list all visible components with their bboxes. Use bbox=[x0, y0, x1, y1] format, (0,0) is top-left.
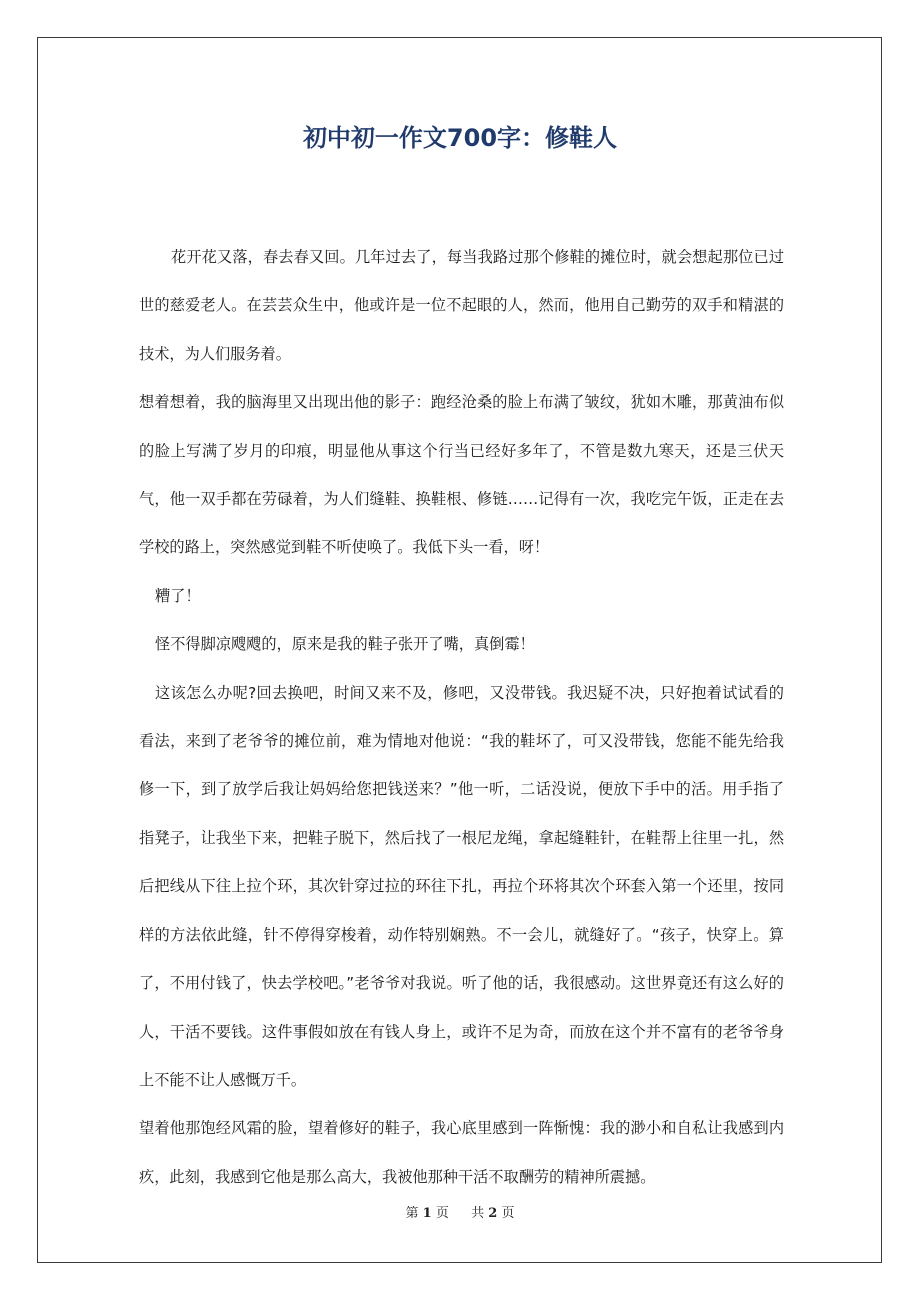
page-total-count: 2 bbox=[488, 1206, 498, 1221]
paragraph-1: 花开花又落，春去春又回。几年过去了，每当我路过那个修鞋的摊位时，就会想起那位已过世的慈爱老人。在芸芸众生中，他或许是一位不起眼的人，然而，他用自己勤劳的双手和精湛的技术，为人们服务着。 bbox=[139, 248, 784, 363]
page-total-prefix: 共 bbox=[471, 1206, 485, 1221]
paragraph-4: 怪不得脚凉飕飕的，原来是我的鞋子张开了嘴，真倒霉！ bbox=[155, 635, 535, 654]
document-body bbox=[139, 233, 784, 1201]
page-number-prefix: 第 bbox=[405, 1206, 419, 1221]
paragraph-6: 望着他那饱经风霜的脸，望着修好的鞋子，我心底里感到一阵惭愧：我的渺小和自私让我感到内疚，此刻，我感到它他是那么高大，我被他那种干活不取酬劳的精神所震撼。 bbox=[139, 1119, 784, 1186]
document-title: 初中初一作文700字：修鞋人 bbox=[302, 124, 618, 152]
page-total-suffix: 页 bbox=[501, 1206, 515, 1221]
page-number-suffix: 页 bbox=[435, 1206, 449, 1221]
page-number-current: 1 bbox=[422, 1206, 432, 1221]
paragraph-3: 糟了！ bbox=[155, 586, 201, 605]
paragraph-2: 想着想着，我的脑海里又出现出他的影子：跑经沧桑的脸上布满了皱纹，犹如木雕，那黄油布似的脸上写满了岁月的印痕，明显他从事这个行当已经好多年了，不管是数九寒天，还是三伏天气，他一双手都在劳碌着，为人们缝鞋、换鞋根、修链……记得有一次，我吃完午饭，正走在去学校的路上，突然感觉到鞋不听使唤了。我低下头一看，呀！ bbox=[139, 393, 784, 557]
paragraph-5: 这该怎么办呢?回去换吧，时间又来不及，修吧，又没带钱。我迟疑不决，只好抱着试试看的看法，来到了老爷爷的摊位前，难为情地对他说：“我的鞋坏了，可又没带钱，您能不能先给我修一下，到了放学后我让妈妈给您把钱送来？”他一听，二话没说，便放下手中的活。用手指了指凳子，让我坐下来，把鞋子脱下，然后找了一根尼龙绳，拿起缝鞋针，在鞋帮上往里一扎，然后把线从下往上拉个环，其次针穿过拉的环往下扎，再拉个环将其次个环套入第一个还里，按同样的方法依此缝，针不停得穿梭着，动作特别娴熟。不一会儿，就缝好了。“孩子，快穿上。算了，不用付钱了，快去学校吧。”老爷爷对我说。听了他的话，我很感动。这世界竟还有这么好的人，干活不要钱。这件事假如放在有钱人身上，或许不足为奇，而放在这个并不富有的老爷爷身上不能不让人感慨万千。 bbox=[139, 683, 784, 1089]
page-footer bbox=[0, 1204, 920, 1224]
